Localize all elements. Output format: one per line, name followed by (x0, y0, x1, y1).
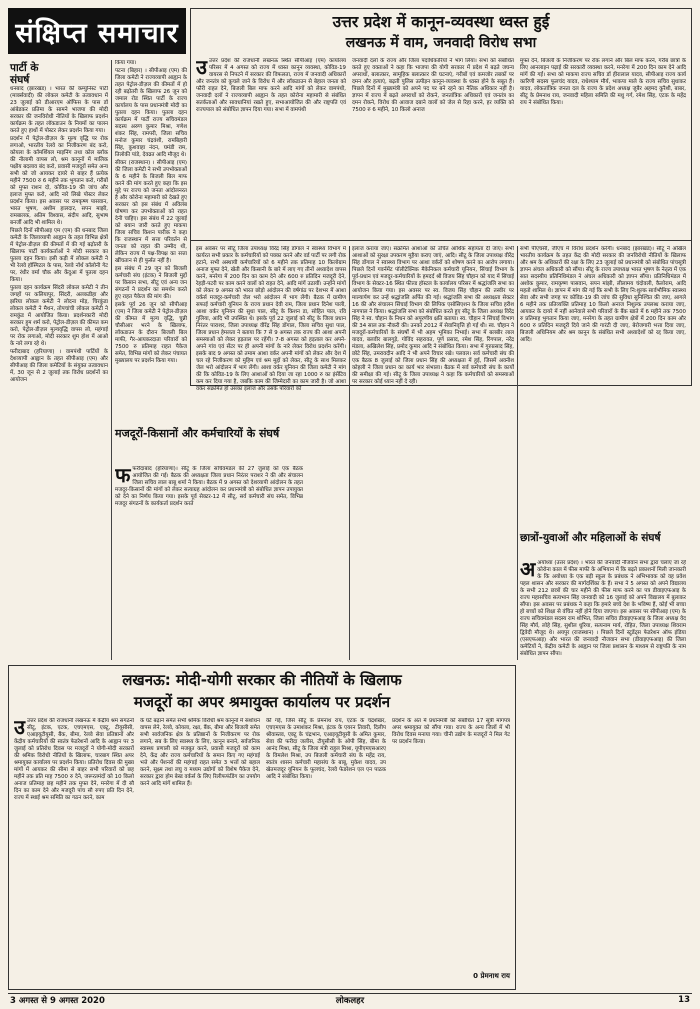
students-heading: छात्रों-युवाओं और महिलाओं के संघर्ष (520, 532, 661, 544)
dropcap: अ (520, 560, 536, 581)
footer-page-number: 13 (678, 995, 690, 1005)
top-headline-1: उत्तर प्रदेश में कानून-व्यवस्था ध्वस्त हुई (332, 13, 550, 31)
article-text: प्रदर्शन के अंत में प्रधानमंत्री को संबोधित 17 सूत्री मांगपत्र अपर श्रमायुक्त को सौंपा गया। राज्य के अन्य जिलों में भी विरोध दिवस मनाया गया। चीनी उद्योग के मजदूरों ने मिल गेट पर प्रदर्शन किया। (392, 718, 510, 745)
article-text: फरीदाबाद (हरियाणा)। सीटू के जिला सचिवमंडल की 27 जुलाई को एक बैठक आयोजित की गई। बैठक की अध्यक्षता जिला प्रधान निरंतर पराशर ने की और संचालन जिला सचिव लाल बाबू शर्मा ने किया। बैठक में 9 अगस्त को देशव्यापी आंदोलन के तहत मजदूर-किसानों की मांगों को लेकर सत्याग्रह आंदोलन कर प्रधानमंत्री को संबोधित ज्ञापन उपायुक्त को देने का निर्णय किया गया। इसके पूर्व सेक्टर-12 में सीटू, सर्व कर्मचारी संघ समेत, विभिन्न मजदूर संगठनों के कार्यकर्ता प्रदर्शन करते (115, 466, 303, 507)
column-rule (111, 60, 112, 660)
paragraph: पटना (बिहार) । सीपीआइ (एम) की जिला कमेटी ने राज्यव्यापी आह्वान के तहत पेट्रोल-डीज़ल की कीमतों में हो रही बढ़ोतरी के खिलाफ 26 जून को जमाल रोड स्थित पार्टी के राज्य कार्यालय के पास प्रधानमंत्री मोदी का पुतला दहन किया। पुतला दहन कार्यक्रम में पार्टी राज्य सचिवमंडल सदस्य अरुण कुमार मिश्रा, गणेश शंकर सिंह, रामपरी, जिला सचिव मनोज कुमार चंद्रवंशी, रामबिहारी सिंह, कुशवाहा नंदन, घमंडी राम, तिलोकी पांडे, देवव्रत आदि मौजूद थे। (115, 68, 187, 158)
bottom-col-b (140, 718, 260, 984)
workers-heading: मजदूरों-किसानों और कर्मचारियों के संघर्ष (115, 427, 280, 440)
col2-text-2 (115, 466, 303, 660)
article-text: मुफ्त देने, बिजली के निजीकरण पर रोक लगाने और बिल माफ करने, गरीब छात्रों के लिए आनलाइन पढ़ाई की सरकारी व्यवस्था करने, मनरेगा में 200 दिन काम देने आदि मांगें की गईं। सभा को माकपा राज्य सचिव डॉ हीरालाल यादव, सीपीआइ राज्य कार्य कारिणी सदस्य फूलचंद यादव, राधेश्याम मौर्य, भाकपा माले के राज्य सचिव सुधाकर यादव, लोकतांत्रिक जनता दल के राज्य के प्रदेश अध्यक्ष जुबैर अहमद कुरैशी, बाबर, सीटू के प्रेमनाथ राय, जनवादी महिला समिति की मधु गर्ग, रमेश सिंह, एटक के महेंद्र राय ने संबोधित किया। (520, 58, 686, 106)
byline: 0 प्रेमनाथ राय (473, 972, 510, 980)
article-text: इस अवसर पर सीटू जिला उपाध्यक्ष विरेंद्र सिंह डोंगाल ने स्वास्थ्य विभाग में कार्यरत सभी प्रकार के कर्मचारियों को पक्का करने और वर्ड पार्टी पर लगी रोक हटाने, सभी अस्थायी कर्मचारियों को 6 महीने तक प्रतिमाह 10 किलोग्राम अनाज मुफ्त देने, खेती और किसानी के बारे में लाए गए तीनों अध्यादेश वापस करने, मनरेगा में 200 दिन का काम देने और 600 रु प्रतिदिन मजदूरी देने, रेहड़ी-पटरी पर काम करने वालों को राहत देने, आदि मांगें उठायीं। उन्होंने मांगों को लेकर 9 अगस्त को भारत छोड़ो आंदोलन की वर्षगांठ पर देशभर में आशा वर्कर्स मजदूर-कर्मचारी जेल भरो आंदोलन में भाग लेंगी। बैठक में ग्रामीण सफाई कर्मचारी यूनियन के राज्य प्रधान देवी राम, जिला प्रधान दिनेश पाली, आशा वर्कर यूनियन की सुधा पाल, सीटू के किशन डा, सोहित पाल, रवि गुलिया, आदि भी उपस्थित थे। इसके पूर्व 22 जुलाई को सीटू के जिला प्रधान निरंतर पाराशर, जिला उपाध्यक्ष वीरेंद्र सिंह डोंगाल, जिला सचिव सुधा पाल, जिला प्रधान हेमलता ने बताया कि 7 से 9 अगस्त तक राज्य की आशा अपनी समस्याओं को लेकर हड़ताल पर रहेंगी। 7-8 अगस्त को हड़ताल कर अपने-अपने गांव एवं सेंटर पर ही अपनी मांगों के नारे लेकर विरोध प्रदर्शन करेंगी। इसके बाद 9 अगस्त को तमाम आशा वर्कर अपनी मांगों को लेकर और देश में चल रहे निजीकरण को मुहिम एवं श्रम मुद्दों को लेकर, सीटू के साथ मिलकर जेल भरो आंदोलन में भाग लेंगी। आशा वर्कर यूनियन की जिला कमेटी ने मांग की कि कोविड-19 के लिए आशाओं को दिया जा रहा 1000 रु का इंसेंटिव कम कर दिया गया है, जबकि काम की जिम्मेदारी का काम जारी है। जो आशा वर्कर संक्रमित हो उसका इलाज और उसके परिवारों को (196, 246, 346, 392)
footer-rule (8, 993, 692, 994)
footer-paper-name: लोकलहर (335, 996, 365, 1006)
paragraph: किया गया। (115, 60, 137, 66)
article-text: जनवादी दलों के राज्य और जिला पदाधिकारियों ने भाग लिया। सभा को संबोधित करते हुए वक्ताओं ने कहा कि भाजपा की योगी सरकार में प्रदेश में बढ़ते जघन्य अपराधों, बलात्कार, सामूहिक बलात्कार की घटनाएं, गरीबों एवं कमजोर तबकों पर दमन और हत्याएं, बढ़ती पुलिस उत्पीड़न कानून-व्यवस्था के ध्वस्त होने के सबूत हैं। पिछले दिनों में मुख्यमंत्री को अपने पद पर बने रहने का नैतिक अधिकार नहीं है। ज्ञापन में राज्य में बढ़ते अपराधों को रोकने, जनतांत्रिक अधिकारों एवं जनतंत्र का दमन रोकने, विरोध की आवाज दबाने वालों को जेल से रिहा करने, हर व्यक्ति को 7500 रु 6 महीने, 10 किलो अनाज (352, 58, 514, 113)
bottom-headline-1: लखनऊ: मोदी-योगी सरकार की नीतियों के खिलाफ (122, 671, 402, 689)
paragraph: इस संबंध में 29 जून को बिजली कर्मचारी संघ (इंटक) ने बिजली मुद्दों पर किसान सभा, सीटू एवं अन्य जन संगठनों ने प्रदर्शन का समर्थन करते हुए राहत पैकेज की मांग की। (115, 266, 187, 300)
article-text: के घंटे बढ़ाने समेत सभी श्रमिक विरोधी श्रम कानूनों में संशोधन वापस लेने, रेलवे, कोयला, रक्षा, बैंक, बीमा और बिजली समेत सभी सार्वजनिक क्षेत्र के प्रतिष्ठानों के निजीकरण पर रोक लगाने, सब के लिए स्वास्थ्य के लिए, कानून बनाने, सर्वजनिक स्वास्थ्य प्रणाली को मजबूत करने, प्रवासी मजदूरों को काम देने, केंद्र और राज्य कर्मचारियों के समान किए गए महंगाई भत्ते और पेंशनरों की महंगाई राहत समेत 3 भत्तों को बहाल करने, सूक्ष्म तथा लघु व मध्यम उद्योगों को विशेष पैकेज देने, सरकार द्वारा होम बेस्ड वर्कर्स के लिए रिलीफफंडिंग का उपयोग करने आदि मांगें शामिल हैं। (140, 718, 260, 787)
dropcap: उ (14, 718, 25, 739)
paragraph: धनबाद (झारखंड) । भारत की कम्युनिस्ट पार्टी (मार्क्सवादी) की लोकल कमेटी के तत्वावधान में 23 जुलाई को डीआरएम ऑफिस के पास डॉ आंबेडकर प्रतिमा के सामने भाजपा की मोदी सरकार की जनविरोधी नीतियों के खिलाफ प्रदर्शन कार्यक्रम के तहत लॉकडाउन के नियमों का पालन करते हुए हाथों में पोस्टर लेकर प्रदर्शन किया गया। (10, 86, 108, 134)
section-masthead: संक्षिप्त समाचार (8, 8, 186, 54)
column-rule (517, 246, 518, 660)
dropcap: फ (115, 466, 131, 487)
paragraph: पिछले दिनों सीपीआइ एम (एम) की धनबाद जिला कमेटी के जिलाव्यापी आह्वान के तहत विभिन्न क्षेत्रों में पेट्रोल-डीज़ल की कीमतों में की गई बढ़ोतरी के खिलाफ पार्टी कार्यकर्ताओं ने मोदी सरकार का पुतला दहन किया। इसी कड़ी में लोकल कमेटी ने भी रेलवे हॉस्पिटल के पास, रेलवे नॉर्थ कॉलोनी गेट पर, रंधीर वर्मा चौक और केंदुआ में पुतला दहन किया। (10, 228, 108, 283)
paragraph: फरीदाबाद (हरियाणा) । वामपंथी पार्टियों के देशव्यापी आह्वान के तहत सीपीआइ (एम) और सीपीआइ की जिला कमेटियों के संयुक्त तत्वावधान में, 30 जून से 2 जुलाई तक विरोध प्रदर्शनों का आयोजन (10, 349, 108, 383)
bottom-headline-2: मजदूरों का अपर श्रमायुक्त कार्यालय पर प्रदर्शन (133, 693, 391, 711)
bottom-col-c (266, 718, 386, 984)
paragraph: पुतला दहन कार्यक्रम सिंदरी लोकल कमेटी ने तीन जगहों पर कलियापुर, सिंदरी, अलकडीहा और झरिया लोकल कमेटी ने लोदना मोड़, चिरकुंडा लोकल कमेटी ने मैथन, तोपचांची लोकल कमेटी ने रामकुंड में आयोजित किया। प्रदर्शनकारी मोदी सरकार हुम शर्म करो, पेट्रोल-डीज़ल की कीमत कम करो, पेट्रोल-डीज़ल मूल्यवृद्धि वापस लो, महंगाई पर रोक लगाओ, मोदी सरकार शुम होश में आओ के नारे लगा रहे थे। (10, 285, 108, 347)
bottom-col-a (14, 718, 134, 984)
top-story-col-c (520, 58, 686, 236)
top-story-col-b (352, 58, 514, 236)
students-text (520, 560, 686, 1000)
top-story-divider (190, 240, 692, 241)
bottom-col-d (392, 718, 510, 968)
column-rule (349, 246, 350, 660)
top-headline-2: लखनऊ में वाम, जनवादी विरोध सभा (345, 35, 537, 51)
paragraph: इसके पूर्व 26 जून को सीपीआइ (एम) ने जिला कमेटी ने पेट्रोल-डीज़ल की कीमत में मूल्य वृद्धि, चुन्नी चौसीआर भरने के खिलाफ, लॉकडाउन के दौरान बिजली बिल माफी, गैर-आयकरदाता परिवारों को 7500 रु प्रतिमाह राहत पैकेज समेत, विभिन्न मांगों को लेकर पंचायत मुख्यालय पर प्रदर्शन किया गया। (115, 302, 187, 364)
left-col-text (10, 86, 108, 660)
col2-text (115, 60, 187, 420)
paragraph: सीकर (राजस्थान) । सीपीआइ (एम) की जिला कमेटी ने सभी उपभोक्ताओं के 6 महीने के बिजली बिल माफ करने की मांग करते हुए कहा कि इस मुद्दे पर राज्य को जनता आंदोलनरत है और कोरोना महामारी को देखते हुए सरकार को इस संबंध में अविलंब घोषणा कर उपभोक्ताओं को राहत देनी चाहिए। इस संबंध में 22 जुलाई को बयान जारी करते हुए माकपा जिला सचिव किशन पारीक ने कहा कि राजस्थान में सत्ता परिवर्तन से जनता को राहत की उम्मीद थी, लेकिन राज्य में पक्ष-विपक्ष का सत्ता खींचतान से ही फुर्सत नहीं है। (115, 160, 187, 264)
article-text: उत्तर प्रदेश की राजधानी लखनऊ में केंद्रीय श्रम संगठनों सीटू, इंटक, एटक, एचएमएस, एक्टू, टीयूसीसी, एआइयूटीयूसी, बैंक, बीमा, रेलवे सेवा प्रतिष्ठानों और केंद्रीय कर्मचारियों की स्वतंत्र फेडरेशनों आदि के आह्वान पर 3 जुलाई को प्रतिरोध दिवस पर मजदूरों ने योगी-मोदी सरकारों की श्रमिक विरोधी नीतियों के खिलाफ, चारबाग स्थित अपर श्रमायुक्त कार्यालय पर प्रदर्शन किया। प्रतिरोध दिवस की मुख्य मांगों में आयकर की सीमा से बाहर सभी परिवारों को छह महीने तक प्रति माह 7500 रु देने, जरूरतमंदों को 10 किलो अनाज प्रतिमाह छह महीने तक मुफ्त देने, मनरेगा में दी सौ दिन का काम देने और मजदूरी पांच सौ रुपए प्रति दिन देने, राज्य में स्थाई श्रम समिति का गठन करने, काम (14, 718, 134, 801)
mid-col-b (352, 246, 514, 660)
left-heading: पार्टी के संघर्ष (10, 62, 39, 86)
article-text: इलाज कराया जाए। संक्रमित आशाओं को उचित आर्थिक सहायता दी जाए। सभी आशाओं को सुरक्षा उपकरण मुहैया कराए जाएं, आदि। सीटू के जिला उपाध्यक्ष वीरेंद्र सिंह डोंगाल ने स्वास्थ्य विभाग पर आशा वर्करों को शोषण करने का आरोप लगाया। पिछले दिनों गवर्नमेंट पॉलीटेक्निक मैकेनिकल कर्मचारी यूनियन, सिंचाई विभाग के पूर्व-प्रधान एवं मजदूर-कर्मचारियों के हमदर्द श्री विजय सिंह चौहान को याद में सिंचाई विभाग के सेक्टर-16 स्थित फील्ड हॉस्टल के कार्यालय परिसर में श्रद्धांजलि सभा का आयोजन किया गया। इस अवसर पर स्व. विजय सिंह चौहान की तस्वीर पर माल्यार्पण कर उन्हें श्रद्धांजलि अर्पित की गई। श्रद्धांजलि सभा की अध्यक्षता सेक्टर 16 की और संचालन सिंचाई विभाग की लिपिक एसोसिएशन के जिला सचिव हरीश नागपाल ने किया। श्रद्धांजलि सभा को संबोधित करते हुए सीटू के जिला अध्यक्ष विरेंद्र सिंह ने स्व. चौहान के निधन को अपूरणीय क्षति बताया। स्व. चौहान ने सिंचाई विभाग की 34 साल तक नौकरी की। उनको 2012 में सेवानिवृत्ति हो गई थी। स्व. चौहान ने मजदूरों-कर्मचारियों के संघर्षों में भी अहम भूमिका निभाई। सभा में बलबीर लाल यादव, बलवीर बालगुड़े, गोविंद सहरावत, पूर्ण प्रसाद, रमेश सिंह, रिंगपाल, नरेंद्र मंडला, अखिलेश सिंह, प्रमोद कुमार आदि ने संबोधित किया। सभा में गुरुप्रसाद सिंह, छोटे सिंह, उमरावदीन आदि ने भी अपने विचार रखे। पलवल। सर्व कर्मचारी संघ की एक बैठक 8 जुलाई को जिला प्रधान सिंह की अध्यक्षता में हुई, जिसमें अवनीश कोहली ने जिला प्रधान का कार्य भार संभाला। बैठक में सर्व कर्मचारी संघ के कार्यों की समीक्षा की गई। सीटू के जिला उपाध्यक्ष ने कहा कि कर्मचारियों को समस्याओं पर सरकार कोई ध्यान नहीं दे रही। (352, 246, 514, 385)
article-text: उत्तर प्रदेश की राजधानी लखनऊ स्थित सीपीआइ (एम) कार्यालय परिसर में 4 अगस्त को राज्य में ध्वस्त कानून व्यवस्था, कोविड-19 वायरस से निपटने में सरकार की विफलता, राज्य में जनवादी अधिकारों और जनतंत्र को कुचले जाने के विरोध में और लॉकडाउन से बेहाल जनता को फौरी राहत देने, बिजली बिल माफ करने आदि मांगों को लेकर वामपंथी, जनवादी दलों ने राज्यव्यापी आह्वान के तहत कोरोना महामारी से संबंधित सतर्कताओं और सावधानियां रखते हुए, सभाआयोजित की और राष्ट्रपति एवं राज्यपाल को संबोधित ज्ञापन दिया गया। सभा में वामपंथी (196, 58, 346, 113)
dropcap: उ (196, 58, 207, 79)
article-text: सभी पीएचसी, जीएच में विरोध प्रदर्शन करेंगी। धनबाद (झारखंड)। सीटू ने अखिल भारतीय कार्यक्रम के तहत केंद्र की मोदी सरकार की जनविरोधी नीतियों के खिलाफ और श्रम के अधिकारों की रक्षा के लिए 23 जुलाई को प्रधानमंत्री को संबोधित पांचसूत्री ज्ञापन अंचल अधिकारी को सौंपा। सीटू के राज्य उपाध्यक्ष भारत भूषण के नेतृत्व में एक सात सदस्यीय प्रतिनिधिमंडल ने अंचल अधिकारी को ज्ञापन सौंपा। प्रतिनिधिमंडल में अशोक कुमार, रामकृष्ण पासवान, सपन मांझी, लीलामय चंदोवली, कैलोराम, आदि महतो शामिल थे। ज्ञापन में मांग की गई कि सभी के लिए नि:शुल्क सार्वभौमिक स्वास्थ्य सेवा और सभी जगह पर कोविड-19 की जांच की सुविधा सुनिश्चित की जाए, आगले 6 महीने तक प्रतिव्यक्ति प्रतिमाह 10 किलो अनाज निशुल्क उपलब्ध कराया जाए, आयकर के दायरे में नहीं आनेवाले सभी परिवारों के बैंक खाते में 6 महीने तक 7500 रु प्रतिमाह भुगतान किया जाए, मनरेगा के तहत ग्रामीण क्षेत्रों में 200 दिन काम और 600 रु प्रतिदिन मजदूरी दिये जाने की गारंटी दी जाए, बेरोजगारी भत्ता दिया जाए, बिजली अधिनियम और श्रम कानून के संबंधित सभी अध्यादेशों को रद्द किया जाए, आदि। (520, 246, 686, 343)
article-text: अयोध्या (उत्तर प्रदेश) । भारत की जनवादी नौजवान सभा द्वारा चलाए जा रहे कोरोना काल में फीस माफी के अभियान में कि बढ़ते प्रकाशनों मिली जानकारी के कि अयोध्या के एक बड़ी स्कूल के प्रबंधक ने अभिभावक को वह प्रवेश पहल शासन और सरकार की मार्गदर्शिका के हैं। सभा ने 5 अगस्त को अपने विद्यालय के सभी 212 छात्रों की चार महीने की फीस माफ करने का पत्र डीवाइएफआइ के राज्य महासचिव सत्यभान सिंह जनवादी को 16 जुलाई को अपने विद्यालय में बुलाकर सौंपा। इस अवसर पर प्रबंधक ने कहा कि हमारे बच्चे देश के भविष्य हैं, कोई भी बच्चा हो बच्चों को शिक्षा से वंचित नहीं होने दिया जाएगा। इस अवसर पर सीपीआइ (एम) के राज्य सचिवमंडल सदस्य राम शोभित, जिला सचिव डीवाइएफआइ के जिला अध्यक्ष वेद सिंह मौर्य, लोहे सिंह, सुशील धुरिया, सत्यनाम मार्य, रोहित, जिला उपाध्यक्ष शिवराम द्विवेदी मौजूद थे। अयपुर (राजस्थान) । पिछले दिनों स्टूडेंट्स फेडरेशन ऑफ इंडिया (एसएफआइ) और भारत की जनवादी नौजवान सभा (डीवाइएफआइ) की जिला कमेटियों ने, केंद्रीय कमेटी के आह्वान पर जिला प्रशासन के माध्यम से राष्ट्रपति के नाम संबोधित ज्ञापन सौंपा। (520, 560, 686, 657)
article-text: की गई, जिसे सीटू के प्रेमनाथ राय, एटक के चंद्रशेखर, एचएमएस के उमाशंकर मिश्रा, इंटक के एयरन तिवारी, दिलीप श्रीवास्तव, एक्टू के चंद्रभान, एआइयूटीयूसी के अमित कुमार, सेवा की फरीदा जलीस, टीयूसीसी के ओपी सिंह, बीमा के आनंद मिश्रा, सीटू के जिला मंत्री राहुल मिश्रा, यूपीएमएसआरए के विमलेश मिश्रा, उप बिजली कर्मचारी संघ के महेंद्र राय, स्वतंत्र शासन कर्मचारी महासंघ के बाबू, मुकेश यादव, उप खेतमजदूर यूनियन के फूलचंद, रेलवे फेडरेशन एल एन पाठक आदि ने संबोधित किया। (266, 718, 386, 780)
mid-col-c (520, 246, 686, 528)
paragraph: प्रदर्शन में पेट्रोल-डीज़ल के मूल्य वृद्धि पर रोक लगाओ, भारतीय रेलवे का निजीकरण बंद करो, कोयला के कॉमर्शियल माइनिंग तथा कोल ब्लॉक की नीलामी वापस लो, श्रम कानूनों में मालिक पक्षीय बदलाव बंद करो, प्रवासी मजदूरों समेत अन्य सभी को जो आयकर दायरे से बाहर हैं प्रत्येक महीने 7500 रु 6 महीने तक भुगतान करो, गरीबों को मुफ्त राशन दो, कोविड-19 की जांच और इलाज मुफ्त करो, आदि नारे लिखे पोस्टर लेकर प्रदर्शन किया। इस अवसर पर रामकृष्ण पासवान, भारत भूषण, अशीम हालदार, सपन माझी, रामबालक, अतिम विश्वास, संदीप आदि, सुभाष बनर्जी आदि भी शामिल थे। (10, 136, 108, 226)
top-story-col-a (196, 58, 346, 236)
footer-date: 3 अगस्त से 9 अगस्त 2020 (10, 996, 105, 1006)
